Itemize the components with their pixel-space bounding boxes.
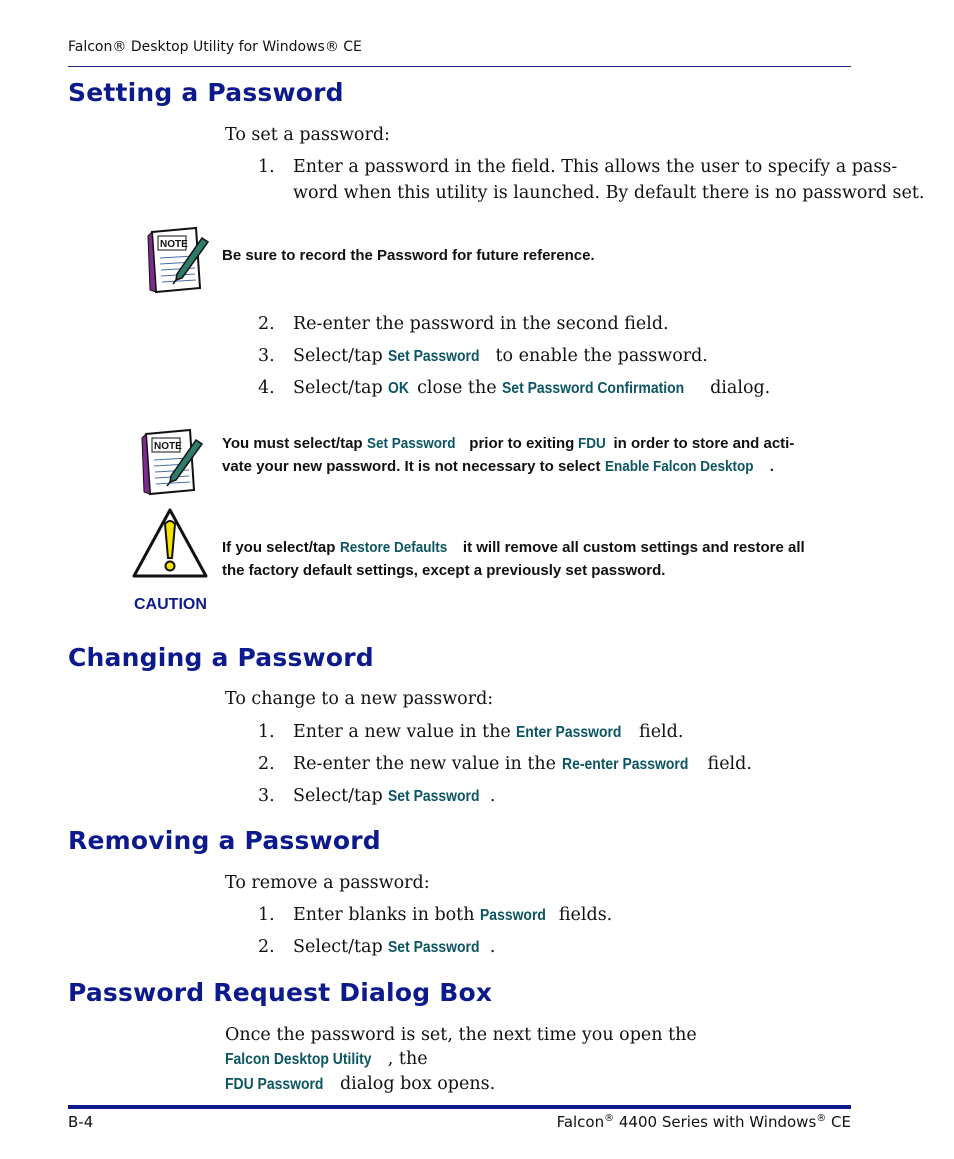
- changing-step3-number: 3.: [258, 786, 275, 806]
- step3-text-end: to enable the password.: [489, 346, 708, 366]
- ui-term-re-enter-password: Re-enter Password: [561, 756, 688, 773]
- footer-product-title: [557, 1113, 851, 1131]
- setting-step3: [293, 343, 708, 370]
- footer-rule: [68, 1105, 851, 1109]
- changing-step3: [293, 783, 496, 810]
- setting-step2-number: 2.: [258, 314, 275, 334]
- changing-step3-text-end: .: [489, 786, 496, 806]
- heading-changing-password: Changing a Password: [68, 643, 374, 672]
- note2-line1: [222, 432, 794, 455]
- removing-intro: To remove a password:: [225, 873, 430, 893]
- changing-step2-text: Re-enter the new value in the: [293, 754, 562, 774]
- note-must-select-set-password: [222, 432, 794, 478]
- step3-text: Select/tap: [293, 346, 389, 366]
- setting-step4-number: 4.: [258, 378, 275, 398]
- registered-mark: ®: [816, 1113, 827, 1124]
- registered-mark: ®: [604, 1113, 615, 1124]
- changing-intro: To change to a new password:: [225, 689, 494, 709]
- footer-text: Falcon: [556, 1113, 605, 1131]
- note2-text: in order to store and acti-: [609, 435, 795, 452]
- note2-text: prior to exiting: [465, 435, 579, 452]
- setting-step1-line1: Enter a password in the field. This allows the user to specify a pass-: [293, 157, 898, 177]
- setting-step1-number: 1.: [258, 157, 275, 177]
- changing-step1: [293, 719, 683, 746]
- setting-intro: To set a password:: [225, 125, 390, 145]
- changing-step2-text-end: field.: [701, 754, 752, 774]
- removing-step1: [293, 902, 612, 929]
- footer-text: CE: [826, 1113, 851, 1131]
- caution-text: it will remove all custom settings and restore all: [458, 539, 805, 556]
- removing-step2-text-end: .: [489, 937, 496, 957]
- removing-step2-text: Select/tap: [293, 937, 389, 957]
- note-icon-label: NOTE: [154, 441, 182, 452]
- heading-removing-password: Removing a Password: [68, 826, 381, 855]
- step4-text-mid: close the: [411, 378, 503, 398]
- removing-step1-text-end: fields.: [553, 905, 613, 925]
- changing-step3-text: Select/tap: [293, 786, 389, 806]
- ui-term-password: Password: [480, 907, 546, 924]
- page-number: B-4: [68, 1113, 94, 1131]
- note-icon: [134, 426, 206, 501]
- ui-term-fdu-password: FDU Password: [225, 1076, 324, 1093]
- request-text: Once the password is set, the next time you open the: [225, 1025, 697, 1045]
- setting-step3-number: 3.: [258, 346, 275, 366]
- caution-line2: the factory default settings, except a previously set password.: [222, 562, 666, 579]
- ui-term-fdu: FDU: [578, 435, 607, 452]
- ui-term-set-password: Set Password: [388, 788, 480, 805]
- request-text: , the: [387, 1049, 428, 1069]
- request-text: dialog box opens.: [334, 1074, 496, 1094]
- changing-step1-text-end: field.: [633, 722, 684, 742]
- setting-step1: [293, 154, 924, 206]
- note2-line2: [222, 455, 794, 478]
- setting-step4: [293, 375, 770, 402]
- ui-term-set-password: Set Password: [388, 939, 480, 956]
- step4-text-end: dialog.: [704, 378, 771, 398]
- caution-line1: [222, 536, 805, 559]
- setting-step2: Re-enter the password in the second field.: [293, 314, 669, 334]
- caution-label: CAUTION: [134, 596, 207, 613]
- note-record-password: Be sure to record the Password for future reference.: [222, 247, 595, 264]
- note-icon-label: NOTE: [160, 239, 188, 250]
- running-header: Falcon® Desktop Utility for Windows® CE: [68, 39, 362, 55]
- header-rule: [68, 66, 851, 67]
- ui-term-enable-falcon-desktop: Enable Falcon Desktop: [604, 458, 754, 475]
- removing-step1-number: 1.: [258, 905, 275, 925]
- ui-term-enter-password: Enter Password: [516, 724, 622, 741]
- ui-term-ok: OK: [388, 380, 410, 397]
- ui-term-set-password: Set Password: [366, 435, 456, 452]
- removing-step2: [293, 934, 496, 961]
- changing-step2-number: 2.: [258, 754, 275, 774]
- request-line2: [225, 1072, 855, 1097]
- changing-step1-number: 1.: [258, 722, 275, 742]
- note2-text: .: [769, 458, 774, 475]
- changing-step1-text: Enter a new value in the: [293, 722, 517, 742]
- ui-term-restore-defaults: Restore Defaults: [339, 539, 447, 556]
- caution-restore-defaults: [222, 536, 805, 582]
- note2-text: vate your new password. It is not necessary to select: [222, 458, 605, 475]
- ui-term-set-password: Set Password: [388, 348, 480, 365]
- caution-text: If you select/tap: [222, 539, 340, 556]
- note-icon: [140, 224, 212, 299]
- heading-setting-password: Setting a Password: [68, 78, 344, 107]
- ui-term-falcon-desktop-utility: Falcon Desktop Utility: [225, 1051, 372, 1068]
- removing-step2-number: 2.: [258, 937, 275, 957]
- ui-term-set-password-confirmation: Set Password Confirmation: [502, 380, 685, 397]
- setting-step1-line2: word when this utility is launched. By default there is no password set.: [293, 183, 925, 203]
- caution-warning-icon: [130, 506, 210, 585]
- step4-text: Select/tap: [293, 378, 389, 398]
- heading-password-request-dialog: Password Request Dialog Box: [68, 978, 493, 1007]
- footer-text: 4400 Series with Windows: [614, 1113, 817, 1131]
- removing-step1-text: Enter blanks in both: [293, 905, 481, 925]
- request-paragraph: [225, 1023, 855, 1097]
- note2-text: You must select/tap: [222, 435, 367, 452]
- changing-step2: [293, 751, 752, 778]
- request-line1: [225, 1023, 855, 1072]
